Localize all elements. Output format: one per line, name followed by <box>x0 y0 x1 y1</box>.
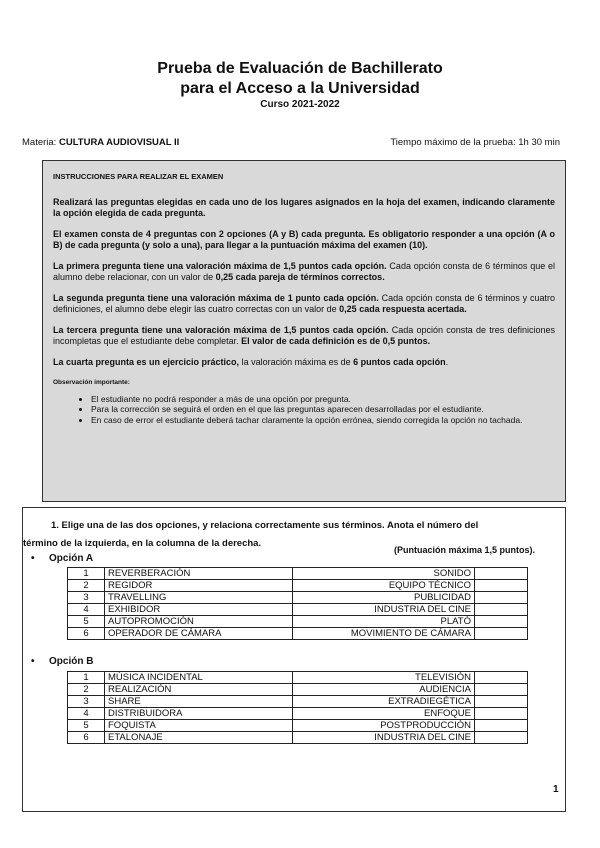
subject-name: CULTURA AUDIOVISUAL II <box>58 137 180 148</box>
instruction-p3 <box>53 261 555 284</box>
answer-cell[interactable] <box>475 628 528 640</box>
answer-cell[interactable] <box>475 592 528 604</box>
option-a-label: Opción A <box>49 553 94 564</box>
term-number: 2 <box>68 684 105 696</box>
table-row <box>68 628 528 640</box>
question-1-box <box>22 507 566 812</box>
left-term: SHARE <box>105 696 293 708</box>
instruction-p5 <box>53 325 555 348</box>
answer-cell[interactable] <box>475 720 528 732</box>
right-term: INDUSTRIA DEL CINE <box>293 732 475 744</box>
term-number: 6 <box>68 628 105 640</box>
instruction-p4-text: Cada opción consta de 6 términos y cuatro definiciones, el alumno debe elegir las cuatro correctas con un valor de <box>53 292 555 314</box>
exam-title: Prueba de Evaluación de Bachillerato <box>157 60 443 77</box>
instruction-p3-bold2: 0,25 cada pareja de términos correctos. <box>215 272 385 282</box>
answer-cell[interactable] <box>475 708 528 720</box>
instruction-p4-bold2: 0,25 cada respuesta acertada. <box>339 304 467 314</box>
left-term: EXHIBIDOR <box>105 604 293 616</box>
left-term: AUTOPROMOCIÓN <box>105 616 293 628</box>
exam-subtitle: para el Acceso a la Universidad <box>180 80 420 97</box>
answer-cell[interactable] <box>475 672 528 684</box>
right-term: MOVIMIENTO DE CÁMARA <box>293 628 475 640</box>
instruction-p4-bold: La segunda pregunta tiene una valoración máxima de 1 punto cada opción. <box>53 292 379 303</box>
option-b-heading <box>31 656 93 667</box>
option-a-table <box>67 567 528 640</box>
term-number: 3 <box>68 696 105 708</box>
right-term: INDUSTRIA DEL CINE <box>293 604 475 616</box>
answer-cell[interactable] <box>475 732 528 744</box>
term-number: 3 <box>68 592 105 604</box>
instruction-p3-bold: La primera pregunta tiene una valoración máxima de 1,5 puntos cada opción. <box>53 260 387 271</box>
term-number: 6 <box>68 732 105 744</box>
instruction-p5-bold: La tercera pregunta tiene una valoración máxima de 1,5 puntos cada opción. <box>53 324 389 335</box>
right-term: PLATÓ <box>293 616 475 628</box>
bullet-icon: • <box>31 553 35 564</box>
time-limit: Tiempo máximo de la prueba: 1h 30 min <box>390 137 560 148</box>
observation-item: • El estudiante no podrá responder a más de una opción por pregunta. <box>91 394 555 405</box>
instruction-p6-bold: La cuarta pregunta es un ejercicio práctico, <box>53 356 240 367</box>
left-term: TRAVELLING <box>105 592 293 604</box>
option-b-label: Opción B <box>49 656 94 667</box>
right-term: EXTRADIEGÉTICA <box>293 696 475 708</box>
course-year: Curso 2021-2022 <box>260 99 340 110</box>
option-b-table <box>67 671 528 744</box>
table-row <box>68 732 528 744</box>
instruction-p2: El examen consta de 4 preguntas con 2 opciones (A y B) cada pregunta. Es obligatorio responder a una opción (A o B) de cada pregunta (y solo a una), para llegar a la puntuación máxima del examen (10). <box>53 228 555 250</box>
term-number: 1 <box>68 672 105 684</box>
answer-cell[interactable] <box>475 696 528 708</box>
right-term: TELEVISIÓN <box>293 672 475 684</box>
option-a-heading <box>31 553 93 564</box>
observation-heading: Observación importante: <box>53 379 130 386</box>
question-1-line2: término de la izquierda, en la columna de la derecha. <box>23 538 262 549</box>
term-number: 1 <box>68 568 105 580</box>
table-row <box>68 568 528 580</box>
table-row <box>68 604 528 616</box>
observation-item: • Para la corrección se seguirá el orden en el que las preguntas aparecen desarrolladas por el estudiante. <box>91 404 555 415</box>
question-1-points: (Puntuación máxima 1,5 puntos). <box>393 545 535 555</box>
table-row <box>68 672 528 684</box>
table-row <box>68 616 528 628</box>
table-row <box>68 708 528 720</box>
left-term: REVERBERACIÓN <box>105 568 293 580</box>
right-term: SONIDO <box>293 568 475 580</box>
left-term: REGIDOR <box>105 580 293 592</box>
right-term: ENFOQUE <box>293 708 475 720</box>
answer-cell[interactable] <box>475 568 528 580</box>
instruction-p1: Realizará las preguntas elegidas en cada uno de los lugares asignados en la hoja del examen, indicando claramente la opción elegida de cada pregunta. <box>53 196 555 218</box>
page-number: 1 <box>553 784 559 795</box>
term-number: 4 <box>68 708 105 720</box>
left-term: ETALONAJE <box>105 732 293 744</box>
right-term: AUDIENCIA <box>293 684 475 696</box>
observation-item: • En caso de error el estudiante deberá tachar claramente la opción errónea, siendo corregida la opción no tachada. <box>91 415 555 426</box>
instructions-box <box>42 160 566 502</box>
instruction-p6-bold2: 6 puntos cada opción <box>353 356 446 367</box>
instruction-p3-text: Cada opción consta de 6 términos que el alumno debe relacionar, con un valor de <box>53 260 555 282</box>
right-term: PUBLICIDAD <box>293 592 475 604</box>
answer-cell[interactable] <box>475 684 528 696</box>
instruction-p5-text: Cada opción consta de tres definiciones incompletas que el estudiante debe completar. <box>53 324 555 346</box>
table-row <box>68 684 528 696</box>
answer-cell[interactable] <box>475 604 528 616</box>
observation-list <box>53 394 555 426</box>
right-term: POSTPRODUCCIÓN <box>293 720 475 732</box>
bullet-icon: • <box>31 656 35 667</box>
instruction-p5-bold2: El valor de cada definición es de 0,5 puntos. <box>241 336 431 346</box>
term-number: 4 <box>68 604 105 616</box>
left-term: REALIZACIÓN <box>105 684 293 696</box>
instruction-p6-end: . <box>445 356 449 367</box>
right-term: EQUIPO TÉCNICO <box>293 580 475 592</box>
subject-line <box>22 137 179 148</box>
instructions-heading: INSTRUCCIONES PARA REALIZAR EL EXAMEN <box>53 172 224 181</box>
answer-cell[interactable] <box>475 580 528 592</box>
left-term: DISTRIBUIDORA <box>105 708 293 720</box>
instruction-p6 <box>53 357 555 369</box>
table-row <box>68 592 528 604</box>
subject-label: Materia: <box>22 137 59 148</box>
table-row <box>68 720 528 732</box>
left-term: OPERADOR DE CÁMARA <box>105 628 293 640</box>
left-term: FOQUISTA <box>105 720 293 732</box>
instruction-p6-text: la valoración máxima es de <box>239 356 354 367</box>
table-row <box>68 580 528 592</box>
question-1-line1: 1. Elige una de las dos opciones, y relaciona correctamente sus términos. Anota el número del <box>51 520 479 531</box>
answer-cell[interactable] <box>475 616 528 628</box>
table-row <box>68 696 528 708</box>
left-term: MÚSICA INCIDENTAL <box>105 672 293 684</box>
term-number: 2 <box>68 580 105 592</box>
term-number: 5 <box>68 720 105 732</box>
term-number: 5 <box>68 616 105 628</box>
instruction-p4 <box>53 293 555 316</box>
